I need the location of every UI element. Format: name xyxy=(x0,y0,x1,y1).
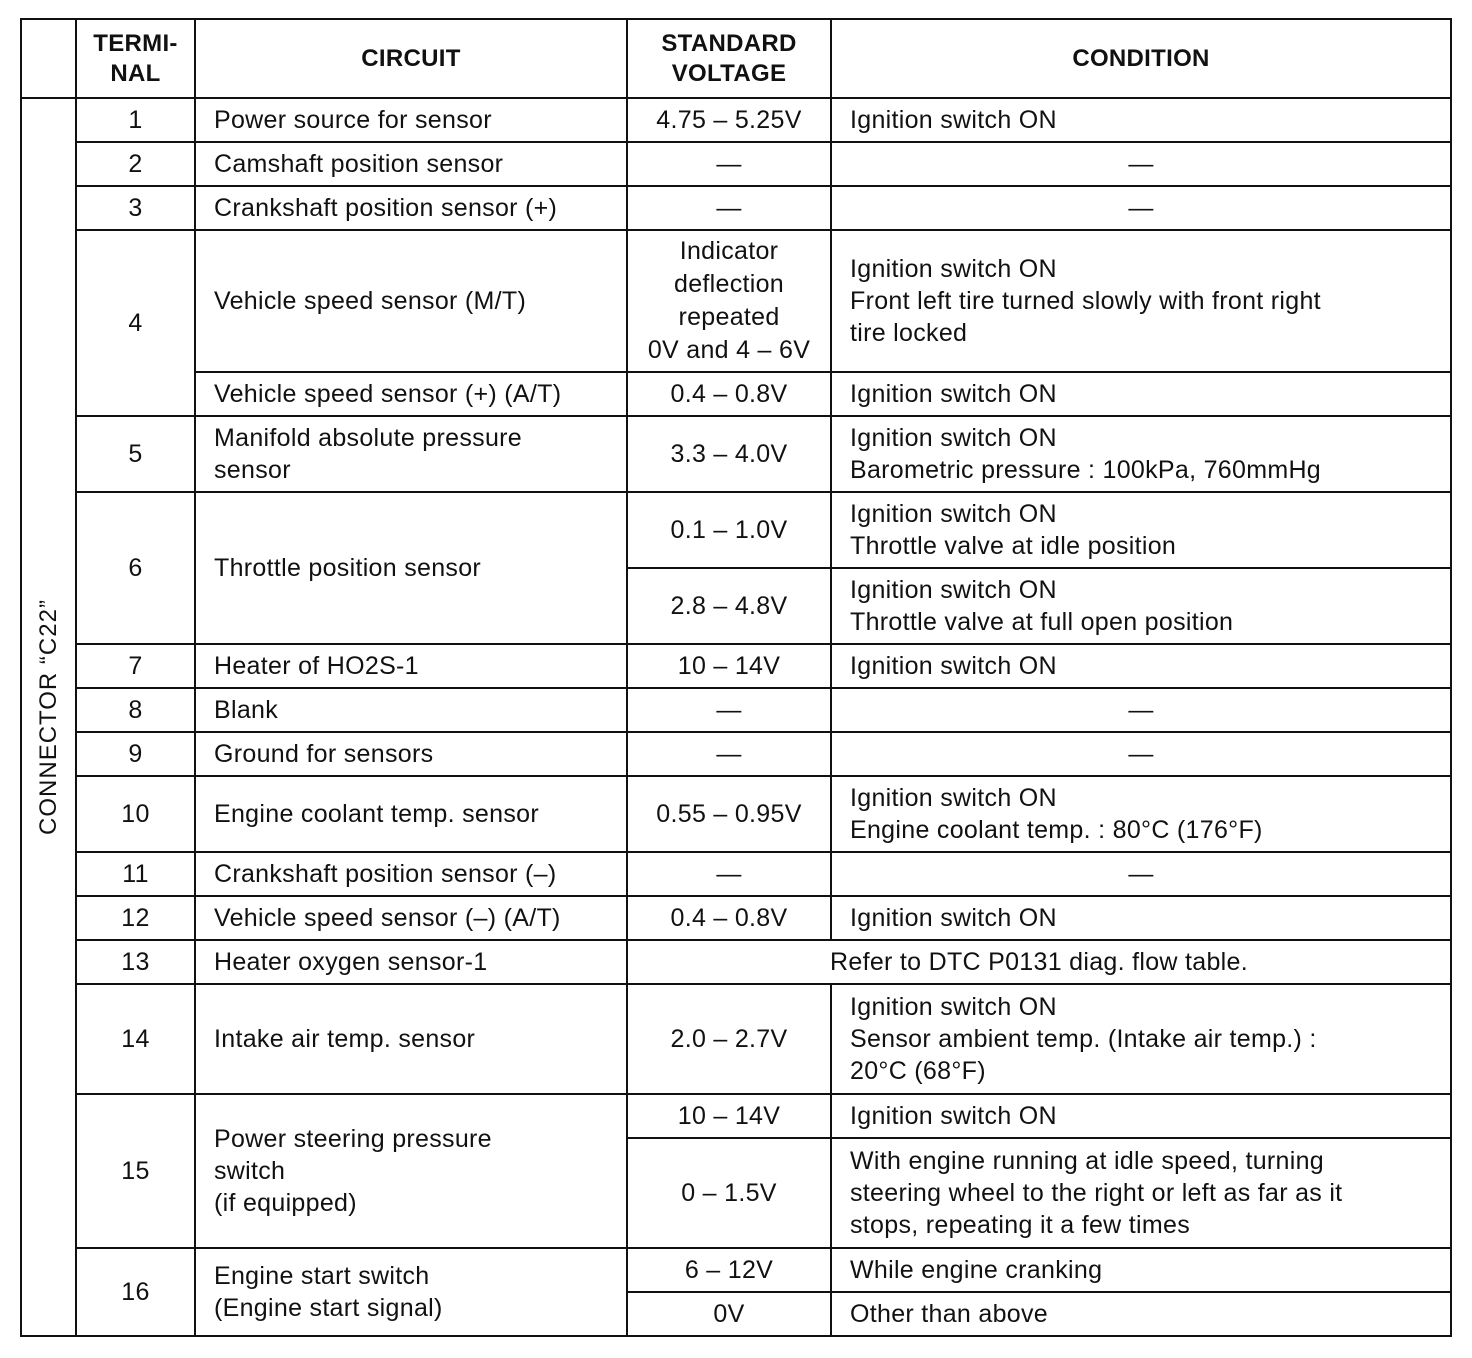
condition: Ignition switch ON Sensor ambient temp. (Intake air temp.) : 20°C (68°F) xyxy=(831,984,1451,1094)
connector-column xyxy=(21,98,76,1336)
condition: — xyxy=(831,186,1451,230)
condition: Ignition switch ON Engine coolant temp. : 80°C (176°F) xyxy=(831,776,1451,852)
standard-voltage: 2.0 – 2.7V xyxy=(627,984,831,1094)
standard-voltage: 0 – 1.5V xyxy=(627,1138,831,1248)
condition: Ignition switch ON Throttle valve at full open position xyxy=(831,568,1451,644)
standard-voltage: 10 – 14V xyxy=(627,644,831,688)
circuit-name: Crankshaft position sensor (–) xyxy=(195,852,627,896)
standard-voltage: 0.4 – 0.8V xyxy=(627,896,831,940)
terminal-number: 12 xyxy=(76,896,195,940)
circuit-name: Manifold absolute pressure sensor xyxy=(195,416,627,492)
circuit-name: Heater oxygen sensor-1 xyxy=(195,940,627,984)
circuit-name: Vehicle speed sensor (+) (A/T) xyxy=(195,372,627,416)
standard-voltage: 0.4 – 0.8V xyxy=(627,372,831,416)
terminal-number: 1 xyxy=(76,98,195,142)
condition: While engine cranking xyxy=(831,1248,1451,1292)
terminal-number: 5 xyxy=(76,416,195,492)
terminal-number: 14 xyxy=(76,984,195,1094)
condition: Ignition switch ON xyxy=(831,372,1451,416)
standard-voltage: — xyxy=(627,688,831,732)
condition: Ignition switch ON xyxy=(831,896,1451,940)
table-row xyxy=(21,852,1451,896)
condition: With engine running at idle speed, turning steering wheel to the right or left as far as it stops, repeating it a few times xyxy=(831,1138,1451,1248)
terminal-number: 13 xyxy=(76,940,195,984)
table-row xyxy=(21,142,1451,186)
circuit-name: Engine start switch (Engine start signal) xyxy=(195,1248,627,1336)
standard-voltage: 2.8 – 4.8V xyxy=(627,568,831,644)
standard-voltage: — xyxy=(627,732,831,776)
table-row xyxy=(21,98,1451,142)
standard-voltage: 0.1 – 1.0V xyxy=(627,492,831,568)
table-row xyxy=(21,492,1451,568)
terminal-number: 9 xyxy=(76,732,195,776)
circuit-name: Crankshaft position sensor (+) xyxy=(195,186,627,230)
terminal-number: 10 xyxy=(76,776,195,852)
table-row xyxy=(21,230,1451,372)
standard-voltage: — xyxy=(627,142,831,186)
condition: Ignition switch ON Barometric pressure : 100kPa, 760mmHg xyxy=(831,416,1451,492)
circuit-name: Throttle position sensor xyxy=(195,492,627,644)
condition: Ignition switch ON Front left tire turned slowly with front right tire locked xyxy=(831,230,1451,372)
terminal-number: 7 xyxy=(76,644,195,688)
condition: Ignition switch ON xyxy=(831,98,1451,142)
standard-voltage: 0.55 – 0.95V xyxy=(627,776,831,852)
terminal-voltage-table xyxy=(20,18,1452,1337)
circuit-name: Heater of HO2S-1 xyxy=(195,644,627,688)
header-row xyxy=(21,19,1451,98)
table-row xyxy=(21,896,1451,940)
standard-voltage: Indicator deflection repeated 0V and 4 – 6V xyxy=(627,230,831,372)
standard-voltage: 6 – 12V xyxy=(627,1248,831,1292)
condition: Other than above xyxy=(831,1292,1451,1336)
terminal-number: 16 xyxy=(76,1248,195,1336)
terminal-table-container xyxy=(20,18,1450,1337)
terminal-number: 2 xyxy=(76,142,195,186)
circuit-name: Camshaft position sensor xyxy=(195,142,627,186)
connector-label: CONNECTOR “C22” xyxy=(34,599,62,835)
table-row xyxy=(21,416,1451,492)
table-row xyxy=(21,776,1451,852)
table-row xyxy=(21,732,1451,776)
condition: Ignition switch ON xyxy=(831,1094,1451,1138)
header-condition: CONDITION xyxy=(831,19,1451,98)
condition: — xyxy=(831,732,1451,776)
standard-voltage: — xyxy=(627,186,831,230)
terminal-number: 11 xyxy=(76,852,195,896)
terminal-number: 3 xyxy=(76,186,195,230)
table-row xyxy=(21,372,1451,416)
header-corner xyxy=(21,19,76,98)
circuit-name: Engine coolant temp. sensor xyxy=(195,776,627,852)
standard-voltage: 3.3 – 4.0V xyxy=(627,416,831,492)
reference-note: Refer to DTC P0131 diag. flow table. xyxy=(627,940,1451,984)
terminal-number: 6 xyxy=(76,492,195,644)
condition: — xyxy=(831,688,1451,732)
table-row xyxy=(21,644,1451,688)
header-circuit: CIRCUIT xyxy=(195,19,627,98)
condition: — xyxy=(831,142,1451,186)
standard-voltage: — xyxy=(627,852,831,896)
standard-voltage: 4.75 – 5.25V xyxy=(627,98,831,142)
terminal-number: 4 xyxy=(76,230,195,416)
header-voltage: STANDARD VOLTAGE xyxy=(627,19,831,98)
circuit-name: Vehicle speed sensor (–) (A/T) xyxy=(195,896,627,940)
circuit-name: Vehicle speed sensor (M/T) xyxy=(195,230,627,372)
table-row xyxy=(21,1248,1451,1292)
terminal-number: 15 xyxy=(76,1094,195,1248)
table-row xyxy=(21,1094,1451,1138)
condition: — xyxy=(831,852,1451,896)
table-row xyxy=(21,984,1451,1094)
table-row xyxy=(21,940,1451,984)
header-terminal: TERMI- NAL xyxy=(76,19,195,98)
condition: Ignition switch ON Throttle valve at idle position xyxy=(831,492,1451,568)
standard-voltage: 0V xyxy=(627,1292,831,1336)
circuit-name: Blank xyxy=(195,688,627,732)
circuit-name: Power steering pressure switch (if equipped) xyxy=(195,1094,627,1248)
condition: Ignition switch ON xyxy=(831,644,1451,688)
circuit-name: Intake air temp. sensor xyxy=(195,984,627,1094)
circuit-name: Ground for sensors xyxy=(195,732,627,776)
table-row xyxy=(21,186,1451,230)
terminal-number: 8 xyxy=(76,688,195,732)
table-row xyxy=(21,688,1451,732)
standard-voltage: 10 – 14V xyxy=(627,1094,831,1138)
circuit-name: Power source for sensor xyxy=(195,98,627,142)
